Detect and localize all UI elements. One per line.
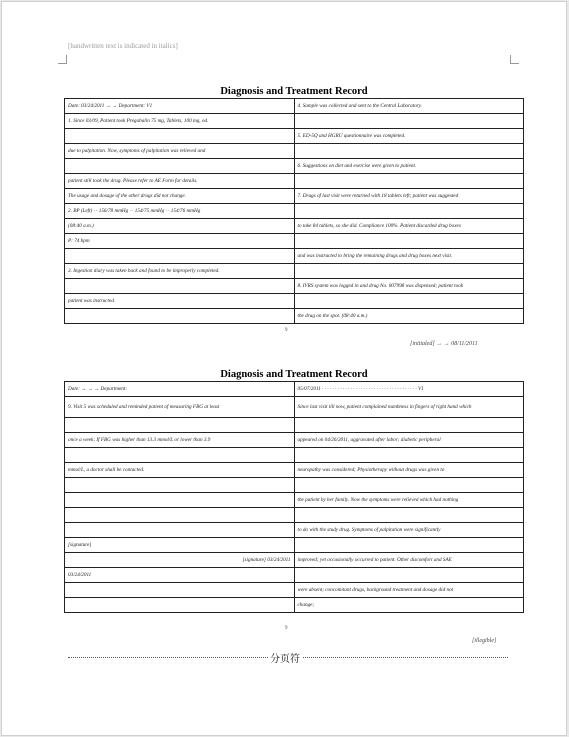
record2-table [64, 381, 524, 613]
table-row [65, 99, 524, 114]
right-cell [294, 234, 524, 249]
right-cell [294, 144, 524, 159]
right-cell [294, 204, 524, 219]
table-row [65, 204, 524, 219]
table-row [65, 249, 524, 264]
left-cell: [signature] 03/24/2011 [65, 553, 295, 568]
right-cell: and was instructed to bring the remaining drugs and drug boxes next visit. [294, 249, 524, 264]
table-row [65, 418, 524, 433]
right-cell [294, 264, 524, 279]
right-cell [294, 294, 524, 309]
left-cell: due to palpitation. Now, symptoms of palpitation was relieved and [65, 144, 295, 159]
table-row [65, 493, 524, 508]
left-cell [65, 159, 295, 174]
table-row [65, 508, 524, 523]
right-cell: 5. ED-5Q and HGRU questionnaire was completed. [294, 129, 524, 144]
record1-page-number: 9 [285, 328, 288, 333]
right-cell [294, 448, 524, 463]
left-cell: 1. Since 03/09, Patient took Pregabalin 75 mg, Tablets, 100 mg, od. [65, 114, 295, 129]
left-cell [65, 309, 295, 324]
left-cell: patient was instructed. [65, 294, 295, 309]
table-row [65, 382, 524, 397]
table-row [65, 583, 524, 598]
record1-table [64, 98, 524, 324]
document-page [1, 1, 567, 736]
record2-illegible: [illegible] [472, 638, 497, 644]
left-cell: Date: 03/24/2011 → → Department: V1 [65, 99, 295, 114]
left-cell: 2. BP (Left) · · 156/78 mmHg · · 154/75 mmHg · · 154/76 mmHg [65, 204, 295, 219]
table-row [65, 159, 524, 174]
crop-mark-top-right [510, 55, 519, 64]
table-row [65, 294, 524, 309]
record1-title: Diagnosis and Treatment Record [220, 86, 368, 97]
table-row [65, 598, 524, 613]
page-break-label: 分页符 [268, 650, 302, 665]
left-cell: The usage and dosage of the other drugs did not change. [65, 189, 295, 204]
table-row [65, 114, 524, 129]
record2-title: Diagnosis and Treatment Record [220, 369, 368, 380]
table-row [65, 189, 524, 204]
right-cell: Since last visit till now, patient complained numbness in fingers of right hand which [294, 397, 524, 418]
left-cell: 3. Ingestion diary was taken back and found to be improperly completed. [65, 264, 295, 279]
left-cell [65, 508, 295, 523]
right-cell: to do with the study drug. Symptoms of palpitation were significantly [294, 523, 524, 538]
table-row [65, 538, 524, 553]
left-cell: P: 74 bpm [65, 234, 295, 249]
left-cell: patient still took the drug. Please refer to AE Form for details. [65, 174, 295, 189]
left-cell [65, 478, 295, 493]
right-cell [294, 174, 524, 189]
right-cell [294, 114, 524, 129]
table-row [65, 478, 524, 493]
table-row [65, 219, 524, 234]
table-row [65, 568, 524, 583]
left-cell [65, 493, 295, 508]
right-cell: the drug on the spot. (08:40 a.m.) [294, 309, 524, 324]
left-cell [65, 418, 295, 433]
left-cell [65, 279, 295, 294]
left-cell [65, 448, 295, 463]
table-row [65, 234, 524, 249]
right-cell: change; [294, 598, 524, 613]
table-row [65, 397, 524, 418]
table-row [65, 309, 524, 324]
table-row [65, 174, 524, 189]
left-cell [65, 583, 295, 598]
right-cell: to take 84 tablets, so she did. Compliance 100%. Patient discarded drug boxes [294, 219, 524, 234]
left-cell: 03/24/2011 [65, 568, 295, 583]
right-cell: 8. IVRS system was logged in and drug No. 007998 was dispensed; patient took [294, 279, 524, 294]
right-cell: 05/07/2011 · · · · · · · · · · · · · · · · · · · · · · · · · · · · · · · · · · · · · V1 [294, 382, 524, 397]
table-row [65, 129, 524, 144]
table-row [65, 279, 524, 294]
table-row [65, 448, 524, 463]
left-cell: 9. Visit 5 was scheduled and reminded patient of measuring FBG at least [65, 397, 295, 418]
right-cell: 7. Drugs of last visit were returned with 18 tablets left; patient was suggested [294, 189, 524, 204]
table-row [65, 553, 524, 568]
left-cell [65, 129, 295, 144]
handwriting-note: [handwritten text is indicated in italics] [68, 42, 178, 50]
table-row [65, 264, 524, 279]
right-cell: neuropathy was considered; Physiotherapy without drugs was given to [294, 463, 524, 478]
table-row [65, 144, 524, 159]
table-row [65, 463, 524, 478]
left-cell: (08:40 a.m.) [65, 219, 295, 234]
left-cell: Date: → → → Department: [65, 382, 295, 397]
left-cell [65, 523, 295, 538]
left-cell [65, 249, 295, 264]
right-cell [294, 508, 524, 523]
right-cell: improved; yet occasionally occurred to patient. Other discomfort and SAE [294, 553, 524, 568]
table-row [65, 433, 524, 448]
right-cell: the patient by her family. Now the symptoms were relieved which had nothing [294, 493, 524, 508]
left-cell [65, 598, 295, 613]
right-cell: 6. Suggestions on diet and exercise were given to patient. [294, 159, 524, 174]
right-cell: 4. Sample was collected and sent to the Central Laboratory. [294, 99, 524, 114]
crop-mark-top-left [58, 55, 67, 64]
right-cell [294, 418, 524, 433]
record2-page-number: 9 [285, 626, 288, 631]
right-cell: were absent; concomitant drugs, background treatment and dosage did not [294, 583, 524, 598]
left-cell: mmol/L, a doctor shall be contacted. [65, 463, 295, 478]
right-cell [294, 538, 524, 553]
right-cell [294, 478, 524, 493]
right-cell [294, 568, 524, 583]
right-cell: appeared on 04/26/2011, aggravated after labor; diabetic peripheral [294, 433, 524, 448]
table-row [65, 523, 524, 538]
left-cell: once a week; If FBG was higher than 13.3 mmol/L or lower than 3.9 [65, 433, 295, 448]
record1-initialed: [initialed] → → 08/11/2011 [410, 341, 478, 347]
left-cell: [signature] [65, 538, 295, 553]
